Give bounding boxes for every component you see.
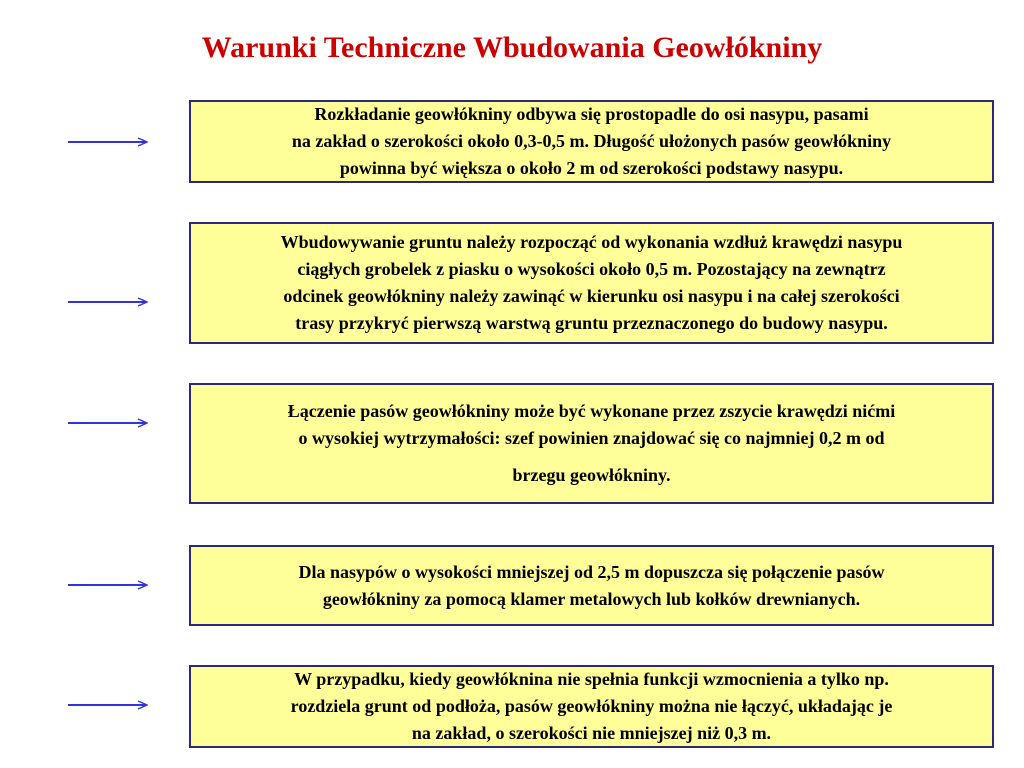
info-box-clamps <box>189 545 994 626</box>
box-text-line: rozdziela grunt od podłoża, pasów geowłókniny można nie łączyć, układając je <box>290 696 893 716</box>
box-text-line: odcinek geowłókniny należy zawinąć w kierunku osi nasypu i na całej szerokości <box>283 286 900 306</box>
arrow-right-icon <box>68 297 148 307</box>
info-box-joining <box>189 383 994 504</box>
box-text-line: o wysokiej wytrzymałości: szef powinien znajdować się co najmniej 0,2 m od <box>298 428 885 448</box>
arrow-right-icon <box>68 137 148 147</box>
box-text-line: geowłókniny za pomocą klamer metalowych lub kołków drewnianych. <box>322 588 861 609</box>
info-box-backfill <box>189 222 994 344</box>
box-text-line: trasy przykryć pierwszą warstwą gruntu przeznaczonego do budowy nasypu. <box>295 313 888 333</box>
box-text-line: na zakład o szerokości około 0,3-0,5 m. Długość ułożonych pasów geowłókniny <box>291 131 892 151</box>
box-text-line: Dla nasypów o wysokości mniejszej od 2,5 m dopuszcza się połączenie pasów <box>298 561 885 582</box>
box-text-line: powinna być większa o około 2 m od szerokości podstawy nasypu. <box>339 158 844 178</box>
box-text-line: na zakład, o szerokości nie mniejszej niż 0,3 m. <box>411 723 772 743</box>
page-title: Warunki Techniczne Wbudowania Geowłókniny <box>201 31 823 64</box>
box-text-line: Wbudowywanie gruntu należy rozpocząć od wykonania wzdłuż krawędzi nasypu <box>280 232 903 252</box>
info-box-layout <box>189 100 994 183</box>
box-text-line: Łączenie pasów geowłókniny może być wykonane przez zszycie krawędzi nićmi <box>287 401 896 421</box>
box-text-line: brzegu geowłókniny. <box>512 465 671 485</box>
arrow-right-icon <box>68 418 148 428</box>
box-text-line: ciągłych grobelek z piasku o wysokości około 0,5 m. Pozostający na zewnątrz <box>297 259 886 279</box>
box-text-line: Rozkładanie geowłókniny odbywa się prostopadle do osi nasypu, pasami <box>314 104 869 124</box>
arrow-right-icon <box>68 700 148 710</box>
info-box-separation <box>189 665 994 748</box>
box-text-line: W przypadku, kiedy geowłóknina nie spełnia funkcji wzmocnienia a tylko np. <box>294 669 889 689</box>
arrow-right-icon <box>68 580 148 590</box>
